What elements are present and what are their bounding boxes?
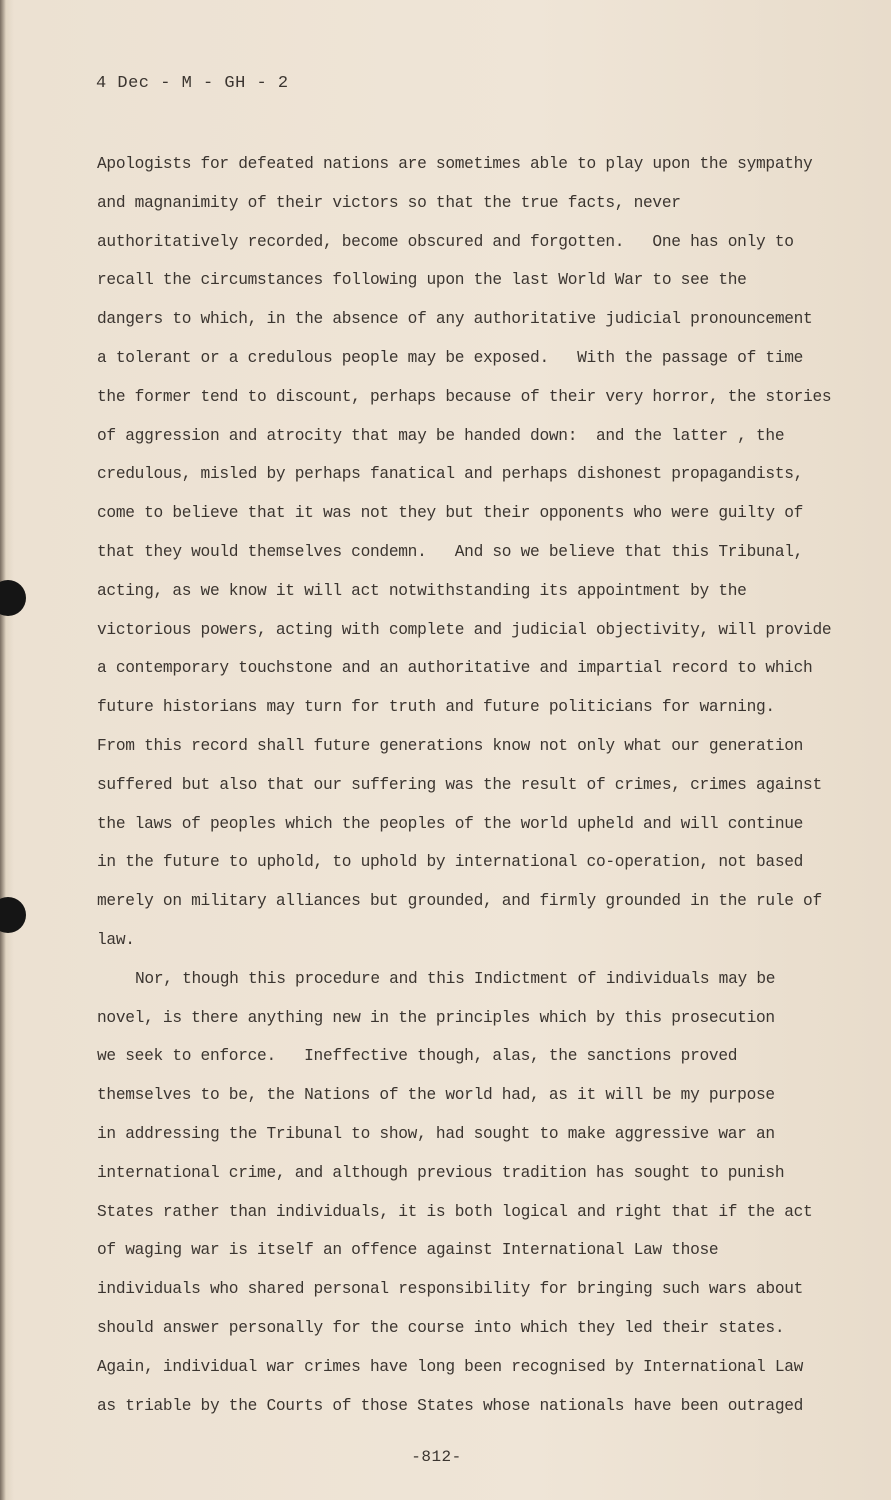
document-header: 4 Dec - M - GH - 2 [96,74,289,93]
text-line: merely on military alliances but grounded, and firmly grounded in the rule of [97,892,822,911]
text-line: Apologists for defeated nations are sometimes able to play upon the sympathy [97,155,813,173]
text-line: individuals who shared personal responsibility for bringing such wars about [97,1280,804,1299]
text-line: the laws of peoples which the peoples of the world upheld and will continue [97,814,804,833]
punch-hole-lower [0,897,26,933]
text-line: of aggression and atrocity that may be handed down: and the latter , the [97,426,785,445]
text-line: in the future to uphold, to uphold by international co-operation, not based [97,853,804,872]
text-line: come to believe that it was not they but their opponents who were guilty of [97,504,804,523]
text-line: as triable by the Courts of those States whose nationals have been outraged [97,1396,804,1415]
page-number: -812- [411,1448,462,1466]
text-line: dangers to which, in the absence of any authoritative judicial pronouncement [97,310,813,329]
text-line: in addressing the Tribunal to show, had sought to make aggressive war an [97,1124,775,1143]
text-line: and magnanimity of their victors so that the true facts, never [97,193,681,212]
text-line: themselves to be, the Nations of the world had, as it will be my purpose [97,1086,775,1105]
text-line: victorious powers, acting with complete and judicial objectivity, will provide [97,620,832,639]
text-line: future historians may turn for truth and future politicians for warning. [97,698,775,717]
text-line: that they would themselves condemn. And so we believe that this Tribunal, [97,542,804,561]
text-line: From this record shall future generations know not only what our generation [97,736,804,755]
text-line: Again, individual war crimes have long been recognised by International Law [97,1357,804,1376]
document-body [97,145,857,1425]
text-line: authoritatively recorded, become obscured and forgotten. One has only to [97,232,794,251]
text-line: law. [97,930,135,949]
text-line: Nor, though this procedure and this Indictment of individuals may be [135,969,776,988]
text-line: a tolerant or a credulous people may be exposed. With the passage of time [97,348,804,367]
text-line: the former tend to discount, perhaps because of their very horror, the stories [97,387,832,406]
text-line: we seek to enforce. Ineffective though, alas, the sanctions proved [97,1047,738,1066]
text-line: States rather than individuals, it is both logical and right that if the act [97,1202,813,1221]
text-line: should answer personally for the course into which they led their states. [97,1318,785,1337]
text-line: a contemporary touchstone and an authoritative and impartial record to which [97,659,813,678]
text-line: recall the circumstances following upon the last World War to see the [97,271,747,290]
binding-edge [0,0,6,1500]
text-line: of waging war is itself an offence against International Law those [97,1241,719,1260]
punch-hole-upper [0,580,26,616]
text-line: suffered but also that our suffering was the result of crimes, crimes against [97,775,822,794]
text-line: credulous, misled by perhaps fanatical and perhaps dishonest propagandists, [97,465,804,484]
text-line: acting, as we know it will act notwithstanding its appointment by the [97,581,747,600]
text-line: novel, is there anything new in the principles which by this prosecution [97,1008,775,1027]
text-line: international crime, and although previous tradition has sought to punish [97,1163,785,1182]
